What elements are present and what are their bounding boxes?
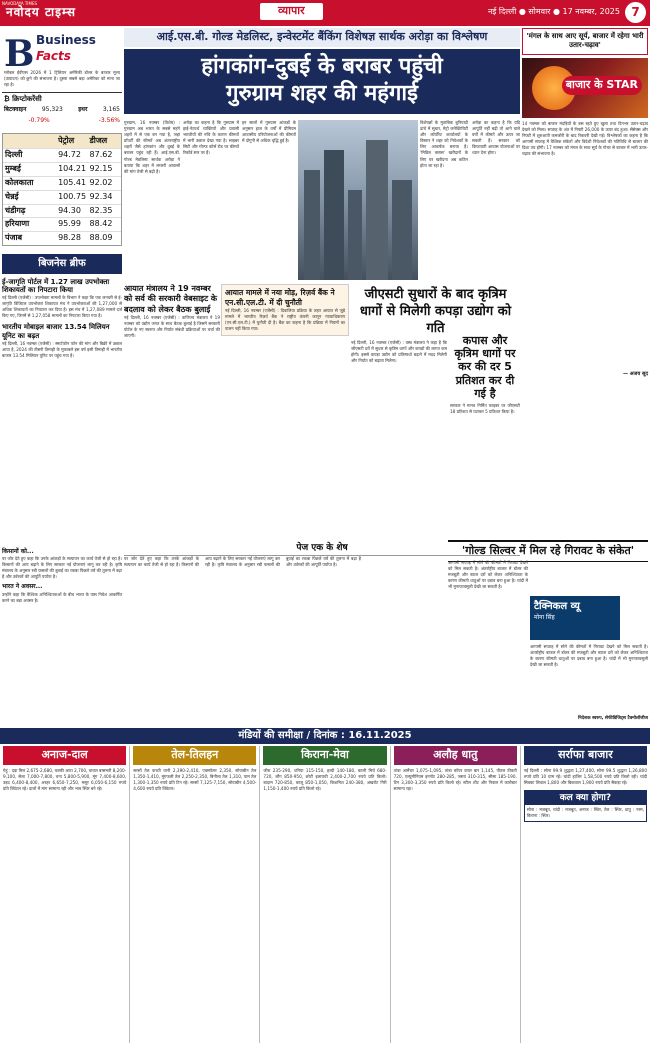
main-story-header xyxy=(124,28,520,114)
fuel-petrol: 94.30 xyxy=(58,205,81,215)
gst-story xyxy=(351,284,520,341)
mandi-col-grains xyxy=(0,746,130,1043)
rbi-story xyxy=(221,284,349,336)
fuel-city: दिल्ली xyxy=(5,150,23,160)
fuel-diesel: 88.42 xyxy=(89,219,113,229)
fuel-col-petrol: पेट्रोल xyxy=(58,135,75,145)
textile-tax-text: सरकार ने मानव निर्मित फाइबर पर जीएसटी 18 प्रतिशत से घटाकर 5 प्रतिशत किया है। xyxy=(450,402,520,415)
gst-headline: जीएसटी सुधारों के बाद कृत्रिम धागों से मिलेगी कपड़ा उद्योग को गति xyxy=(359,287,512,336)
mandi-review-title: मंडियों की समीक्षा / दिनांक : 16.11.2025 xyxy=(0,728,650,744)
fuel-petrol: 100.75 xyxy=(58,191,87,201)
mandi-col-oils xyxy=(130,746,260,1043)
table-row xyxy=(3,190,121,204)
business-facts-logo-letter: B xyxy=(4,33,35,75)
main-story-col5: अरोड़ा का कहना है कि यदि आपूर्ति नहीं बढ़ी तो आने वाले वर्षों में कीमतें और ऊपर जा सकती हैं। सरकार को किफायती आवास योजनाओं पर ध्यान देना होगा। xyxy=(472,120,520,156)
left-lower-tag: किसानों को... xyxy=(2,548,34,555)
mandi-columns xyxy=(0,746,650,1043)
page-one-rest-text: पर जोर देते हुए कहा कि उनके आंकड़ों के सत्यापन का कार्य तेजी से हो रहा है। किसानों की आय बढ़ाने के लिए सरकार नई योजनाएं लागू कर रही है। कृषि मंत्रालय के अनुसार रबी फसलों की बुवाई का रकबा पिछले वर्ष की तुलना में बढ़ा है और उर्वरकों की आपूर्ति पर्याप्त है। xyxy=(124,556,361,568)
crypto-pct2: -3.56% xyxy=(98,116,120,124)
gold-silver-text: आगामी सप्ताह में सोने की कीमतों में गिरावट देखने को मिल सकती है। अंतर्राष्ट्रीय बाजार में डॉलर की मजबूती और ब्याज दरों को लेकर अनिश्चितता के कारण कीमती धातुओं पर दबाव बना हुआ है। चांदी में भी मुनाफावसूली देखी जा सकती है। xyxy=(448,560,528,590)
fuel-city: मुम्बई xyxy=(5,164,21,174)
fuel-city: पंजाब xyxy=(5,233,23,243)
fuel-diesel: 88.09 xyxy=(89,233,113,243)
market-star-text: 14 नवम्बर को बाजार मंदड़ियों के बस रहते हुए खुला तथा दिनभर उतार-चढ़ाव देखने को मिला। सप्ताह के अंत में निफ्टी 26,000 के ऊपर बंद हुआ। सेंसेक्स और निफ्टी में शुरुआती कमजोरी के बाद रिकवरी देखी गई। विश्लेषकों का कहना है कि आगामी सप्ताह में वैश्विक संकेतों और विदेशी निवेशकों की गतिविधि से बाजार की दिशा तय होगी। 17 नवम्बर को मंगल के साथ सूर्य के गोचर से बाजार में भारी उतार-चढ़ाव की संभावना है। xyxy=(522,120,648,157)
textile-tax-box xyxy=(450,334,520,415)
mandi-col-text: नई दिल्ली : सोना 99.9 शुद्धता 1,27,400, सोना 99.5 शुद्धता 1,26,800 रुपये प्रति 10 ग्राम रहे। चांदी हाजिर 1,58,500 रुपये प्रति किलो रही। चांदी सिक्का लिवाल 1,800 और बिकवाल 1,900 रुपये प्रति सैकड़ा रहे। xyxy=(523,767,648,786)
left-lower-column xyxy=(2,548,122,726)
fuel-petrol: 95.99 xyxy=(58,219,81,229)
gold-silver-footer: निदेशक स्वरुप, सेफीडिजिट्स टैक्नोलॉजीज xyxy=(578,716,648,721)
crypto-row xyxy=(4,106,120,114)
fuel-table-header xyxy=(3,134,121,149)
technical-view-box xyxy=(530,596,620,640)
fuel-city: हरियाणा xyxy=(5,219,30,229)
fuel-city: चेन्नई xyxy=(5,191,19,201)
fuel-col-city xyxy=(5,136,58,147)
main-headline-line2: गुरुग्राम शहर की महंगाई xyxy=(226,81,418,107)
right-column xyxy=(522,28,648,378)
business-facts xyxy=(2,28,122,90)
left-column xyxy=(2,28,122,590)
crypto-coin1: बिटक्वाइन xyxy=(4,106,27,114)
fuel-city: कोलकाता xyxy=(5,178,34,188)
cards-text: नई दिल्ली, 16 नवम्बर (एजेंसी) : वाणिज्य मंत्रालय ने 19 नवम्बर को उद्योग जगत के साथ बैठक बुलाई है जिसमें सरकारी पोर्टल के नए स्वरूप और निर्यात संबंधी प्रक्रियाओं पर चर्चा की जाएगी। xyxy=(124,315,220,339)
crypto-coin2-value: 3,165 xyxy=(102,106,120,114)
dateline: नई दिल्ली ● सोमवार ● 17 नवम्बर, 2025 xyxy=(487,7,620,16)
tomorrow-outlook-title: कल क्या होगा? xyxy=(525,791,646,805)
cards-story xyxy=(124,284,220,540)
crypto-pct-row xyxy=(4,117,120,125)
fuel-petrol: 104.21 xyxy=(58,164,87,174)
paper-name: नवोदय टाइम्स xyxy=(6,5,77,19)
rbi-headline: आयात मामले में नया मोड़, रिज़र्व बैंक ने एन.सी.एल.टी. में दी चुनौती xyxy=(225,288,335,307)
mandi-col-text: सरसों तेल कच्ची घानी 2,390-2,410, एक्सपेलर 2,350, सोयाबीन तेल 1,350-1,410, मूंगफली तेल 2,250-2,350, बिनौला तेल 1,310, पाम तेल 1,300-1,350 रुपये प्रति टिन रहे। सरसों 7,125-7,150, सोयाबीन 4,500-4,600 रुपये प्रति क्विंटल। xyxy=(133,767,257,792)
table-row xyxy=(3,176,121,190)
masthead-band xyxy=(0,0,650,26)
main-story-col4: विशेषज्ञों के मुताबिक बुनियादी ढांचे में सुधार, मेट्रो कनेक्टिविटी और कॉर्पोरेट कार्यालयों के विस्तार ने शहर को निवेशकों के लिए आकर्षक बनाया है। 'मिडिल क्लास' खरीदारों के लिए घर खरीदना अब कठिन होता जा रहा है। xyxy=(420,120,468,168)
brief-text-1: नई दिल्ली (एजेंसी) : उपभोक्ता मामलों के विभाग ने कहा कि एक जनवरी से ई-जागृति डिजिटल उपभोक्ता शिकायत मंच ने उपभोक्ताओं की 1,27,000 से अधिक शिकायतों का निपटारा कर दिया है। इस मंच में 1,27,089 मामले दर्ज किए गए, जिनमें से 1,27,058 मामलों का निपटारा किया गया है। xyxy=(2,295,122,319)
fuel-col-diesel: डीजल xyxy=(89,135,108,145)
section-title: व्यापार xyxy=(260,3,323,20)
left-lower-tag2: भारत ने अवसर... xyxy=(2,583,43,591)
brief-headline-1: ई-जागृति पोर्टल में 1.27 लाख उपभोक्ता शिकायतों का निपटारा किया xyxy=(2,277,110,295)
left-lower-text: पर जोर देते हुए कहा कि उनके आंकड़ों के सत्यापन का कार्य तेजी से हो रहा है। किसानों की आय बढ़ाने के लिए सरकार नई योजनाएं लागू कर रही है। कृषि मंत्रालय के अनुसार रबी फसलों की बुवाई का रकबा पिछले वर्ष की तुलना में बढ़ा है और उर्वरकों की आपूर्ति पर्याप्त है। xyxy=(2,556,122,580)
gold-silver-text-2: आगामी सप्ताह में सोने की कीमतों में गिरावट देखने को मिल सकती है। अंतर्राष्ट्रीय बाजार में डॉलर की मजबूती और ब्याज दरों को लेकर अनिश्चितता के कारण कीमती धातुओं पर दबाव बना हुआ है। चांदी में भी मुनाफावसूली देखी जा सकती है। xyxy=(530,644,648,668)
mandi-col-head: सर्राफा बाजार xyxy=(524,746,647,765)
fuel-diesel: 92.34 xyxy=(89,191,113,201)
fuel-diesel: 92.15 xyxy=(89,164,113,174)
business-facts-word2: Facts xyxy=(36,49,71,63)
masthead-tag: NAVODAYA TIMES xyxy=(2,1,38,6)
bazaar-star-logo: बाजार के STAR xyxy=(562,76,642,95)
gold-silver-headline: 'गोल्ड सिल्वर में मिल रहे गिरावट के संकेत' xyxy=(448,540,648,562)
fuel-diesel: 92.02 xyxy=(89,178,113,188)
crypto-pct1: -0.79% xyxy=(28,116,50,124)
gst-text: नई दिल्ली, 16 नवम्बर (एजेंसी) : वस्त्र मंत्रालय ने कहा है कि जीएसटी दरों में सुधार से कृत्रिम धागों और कपड़ों की लागत कम होगी। इससे कपड़ा उद्योग को प्रतिस्पर्धा बढ़ाने में मदद मिलेगी और निर्यात को बढ़ावा मिलेगा। xyxy=(351,340,447,364)
mandi-col-grocery xyxy=(260,746,390,1043)
fuel-diesel: 82.35 xyxy=(89,205,113,215)
market-star-quote: 'मंगल के साथ आए सूर्य, बाजार में रहेगा भारी उतार-चढ़ाव' xyxy=(522,28,648,55)
mandi-col-text: तांबा आर्मेचर 1,075-1,095, तांबा कॉपर वायर बार 1,145, पीतल ठीकरी 720, एल्युमीनियम इनगॉट 280-285, जस्ता 310-315, सीसा 185-190, टिन 3,300-3,350 रुपये प्रति किलो रहे। स्टील शीट और निकल में कारोबार सामान्य रहा। xyxy=(393,767,517,792)
main-kicker: आई.एस.बी. गोल्ड मेडलिस्ट, इन्वेस्टमेंट बैंकिंग विशेषज्ञ सार्थक अरोड़ा का विश्लेषण xyxy=(124,28,520,47)
table-row xyxy=(3,162,121,176)
mandi-col-head: किराना-मेवा xyxy=(263,746,386,765)
technical-view-author: मोना सिंह xyxy=(534,613,555,621)
left-lower-text2: उन्होंने कहा कि वैश्विक अनिश्चितताओं के बीच भारत के पास निवेश आकर्षित करने का बड़ा अवसर है। xyxy=(2,591,122,603)
table-row xyxy=(3,204,121,218)
table-row xyxy=(3,148,121,162)
main-story-col1: गुरुग्राम, 16 नवम्बर (विशेष) : गुरुग्राम अब भारत के सबसे महंगे शहरों में से एक बन गया है, जहां प्रॉपर्टी की कीमतें अब अंतरराष्ट्रीय शहरों जैसे हांगकांग और दुबई के बराबर पहुंच रही हैं। आई.एस.बी. गोल्ड मेडलिस्ट सार्थक अरोड़ा ने बताया कि शहर में लग्जरी आवासों की मांग तेजी से बढ़ी है। xyxy=(124,120,180,174)
mandi-col-bullion xyxy=(521,746,650,1043)
main-headline-line1: हांगकांग-दुबई के बराबर पहुंची xyxy=(201,53,443,79)
mandi-col-head: तेल-तिलहन xyxy=(133,746,256,765)
textile-tax-headline: कपास और कृत्रिम धागों पर कर की दर 5 प्रतिशत कर दी गई है xyxy=(454,334,516,400)
crypto-coin1-value: 95,323 xyxy=(41,106,63,114)
mandi-col-head: अलौह धातु xyxy=(394,746,517,765)
fuel-petrol: 94.72 xyxy=(58,150,81,160)
bazaar-star-banner xyxy=(522,58,648,118)
mandi-col-metals xyxy=(391,746,521,1043)
main-story-col3: इन सालों में गुरुग्राम आंकड़ों के अनुसार हाल के वर्षों में प्रीमियम आवासीय परियोजनाओं की कीमतों में दोगुनी से अधिक वृद्धि हुई है। xyxy=(242,120,296,144)
fuel-city: चंडीगढ़ xyxy=(5,205,26,215)
rbi-text: नई दिल्ली, 16 नवम्बर (एजेंसी) : दिवालिया प्रक्रिया के तहत आयात से जुड़े मामले में भारतीय रिज़र्व बैंक ने राष्ट्रीय कंपनी कानून न्यायाधिकरण (एन.सी.एल.टी.) में चुनौती दी है। बैंक का कहना है कि प्रक्रिया में नियमों का पालन नहीं किया गया। xyxy=(225,307,345,331)
cards-headline: आयात मंत्रालय ने 19 नवम्बर को सर्व की सरकारी वेबसाइट के बदलाव को लेकर बैठक बुलाई xyxy=(124,284,218,314)
crypto-coin2: इथर xyxy=(78,106,88,114)
business-facts-note: ग्लोबल ईवीएस 2026 में 1 ट्रिलियन अमेरिकी डॉलर के बाजार मूल्य (उत्पादन) को छुने की संभावना है। दूसरा सबसे बड़ा अमेरिका को माना जा रहा है। xyxy=(4,70,120,88)
business-brief-title: बिजनेस ब्रीफ xyxy=(2,254,122,274)
tomorrow-outlook-text: सोना : मजबूत, चांदी : मजबूत, अनाज : स्थिर, तेल : स्थिर, धातु : नरम, किराना : स्थिर। xyxy=(526,807,645,819)
page-one-rest-title: पेज एक के शेष xyxy=(124,542,520,556)
mandi-col-text: गेहूं : दड़ा मिल 2,675-2,680, चक्की आटा 2,700, चावल बासमती 8,200-9,100, सेला 7,000-7,800, चना 5,800-5,900, मूंग 7,400-8,600, उड़द 6,400-8,400, अरहर 6,650-7,250, मसूर 6,050-6,150 रुपये प्रति क्विंटल रहे। दालों में मांग सामान्य रही और भाव स्थिर बने रहे। xyxy=(3,767,127,792)
table-row xyxy=(3,231,121,245)
table-row xyxy=(3,217,121,231)
page-number: 7 xyxy=(625,2,646,23)
crypto-title-text: क्रिप्टोकरेंसी xyxy=(12,95,42,103)
tomorrow-outlook-box xyxy=(524,790,647,822)
mandi-col-head: अनाज-दाल xyxy=(3,746,126,765)
crypto-title xyxy=(4,95,120,104)
fuel-diesel: 87.62 xyxy=(89,150,113,160)
main-headline xyxy=(124,49,520,114)
city-skyline-photo xyxy=(298,120,418,280)
crypto-box xyxy=(2,92,122,127)
fuel-price-table xyxy=(2,133,122,246)
brief-text-2: नई दिल्ली, 16 नवम्बर (एजेंसी) : स्मार्टफोन फोन की मांग और बिक्री में उछाल आया है, 2024 की तीसरी तिमाही के मुकाबले इस वर्ष इसी तिमाही में भारतीय बाजार 13.54 मिलियन यूनिट पर पहुंच गया है। xyxy=(2,340,122,359)
mandi-col-text: जीरा 235-290, धनिया 115-150, हल्दी 140-180, काली मिर्च 680-720, लौंग 850-950, छोटी इलायची 2,400-2,700 रुपये प्रति किलो। बादाम 720-850, काजू 850-1,050, किशमिश 240-380, अखरोट गिरी 1,150-1,400 रुपये प्रति किलो रहे। xyxy=(263,767,387,792)
technical-view-title: टैक्निकल व्यू xyxy=(534,601,580,612)
market-star-byline: — अजय सूद xyxy=(623,370,648,377)
bitcoin-icon: ₿ xyxy=(4,95,10,103)
brief-headline-2: भारतीय मोबाइल बाजार 13.54 मिलियन यूनिट का बढ़त xyxy=(2,323,110,341)
fuel-petrol: 98.28 xyxy=(58,233,81,243)
business-facts-word1: Business xyxy=(36,33,96,47)
fuel-petrol: 105.41 xyxy=(58,178,87,188)
main-story-col2: अरोड़ा का कहना है कि गुरुग्राम में हाई-नेटवर्थ व्यक्तियों और प्रवासी भारतीयों की रुचि के कारण कीमतों में भारी उछाल देखा गया है। साइबर सिटी और गोल्फ कोर्स रोड पर कीमतें रिकॉर्ड स्तर पर हैं। xyxy=(183,120,239,156)
